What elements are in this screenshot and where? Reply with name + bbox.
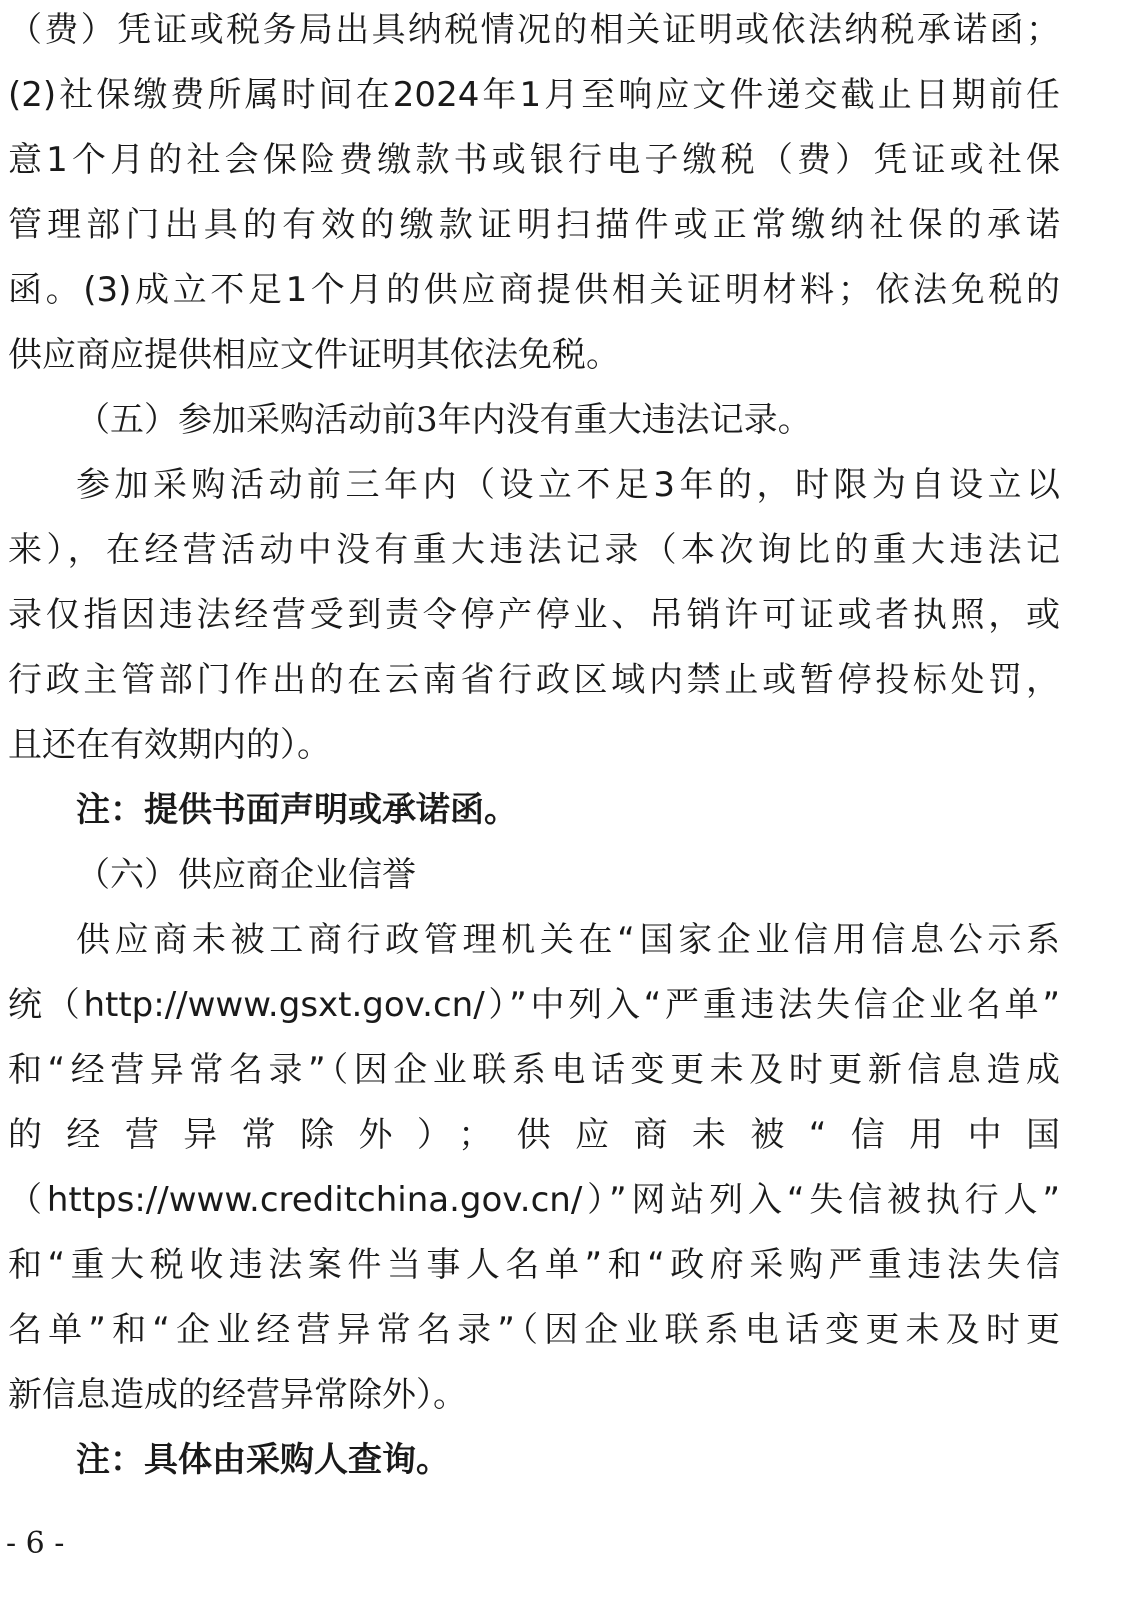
section-heading-6: （六）供应商企业信誉 [76, 855, 416, 895]
text-line: 函。(3)成立不足1个月的供应商提供相关证明材料；依法免税的 [8, 270, 1060, 310]
paragraph-line: 录仅指因违法经营受到责令停产停业、吊销许可证或者执照，或 [8, 595, 1060, 635]
text-line: (2)社保缴费所属时间在2024年1月至响应文件递交截止日期前任 [8, 75, 1060, 115]
paragraph-line: 和“经营异常名录”（因企业联系电话变更未及时更新信息造成 [8, 1050, 1060, 1090]
paragraph-line: 统（http://www.gsxt.gov.cn/）”中列入“严重违法失信企业名单” [8, 985, 1060, 1025]
document-body [8, 0, 1060, 1493]
paragraph-line: （https://www.creditchina.gov.cn/）”网站列入“失信被执行人” [8, 1180, 1060, 1220]
paragraph-line: 且还在有效期内的）。 [8, 725, 331, 765]
paragraph-line: 新信息造成的经营异常除外）。 [8, 1375, 467, 1415]
text-line: 管理部门出具的有效的缴款证明扫描件或正常缴纳社保的承诺 [8, 205, 1060, 245]
paragraph-line: 的经营异常除外）；供应商未被“信用中国 [8, 1115, 1060, 1155]
paragraph-line: 名单”和“企业经营异常名录”（因企业联系电话变更未及时更 [8, 1310, 1060, 1350]
section-heading-5: （五）参加采购活动前3年内没有重大违法记录。 [76, 400, 812, 440]
paragraph-line: 参加采购活动前三年内（设立不足3年的，时限为自设立以 [76, 465, 1060, 505]
page-number: - 6 - [6, 1526, 65, 1561]
paragraph-line: 和“重大税收违法案件当事人名单”和“政府采购严重违法失信 [8, 1245, 1060, 1285]
paragraph-line: 供应商未被工商行政管理机关在“国家企业信用信息公示系 [76, 920, 1060, 960]
paragraph-line: 来），在经营活动中没有重大违法记录（本次询比的重大违法记 [8, 530, 1060, 570]
note-bold: 注：具体由采购人查询。 [76, 1440, 450, 1480]
text-line: 供应商应提供相应文件证明其依法免税。 [8, 335, 620, 375]
paragraph-line: 行政主管部门作出的在云南省行政区域内禁止或暂停投标处罚， [8, 660, 1060, 700]
text-line: 意1个月的社会保险费缴款书或银行电子缴税（费）凭证或社保 [8, 140, 1060, 180]
note-bold: 注：提供书面声明或承诺函。 [76, 790, 518, 830]
text-line: （费）凭证或税务局出具纳税情况的相关证明或依法纳税承诺函； [8, 10, 1060, 50]
